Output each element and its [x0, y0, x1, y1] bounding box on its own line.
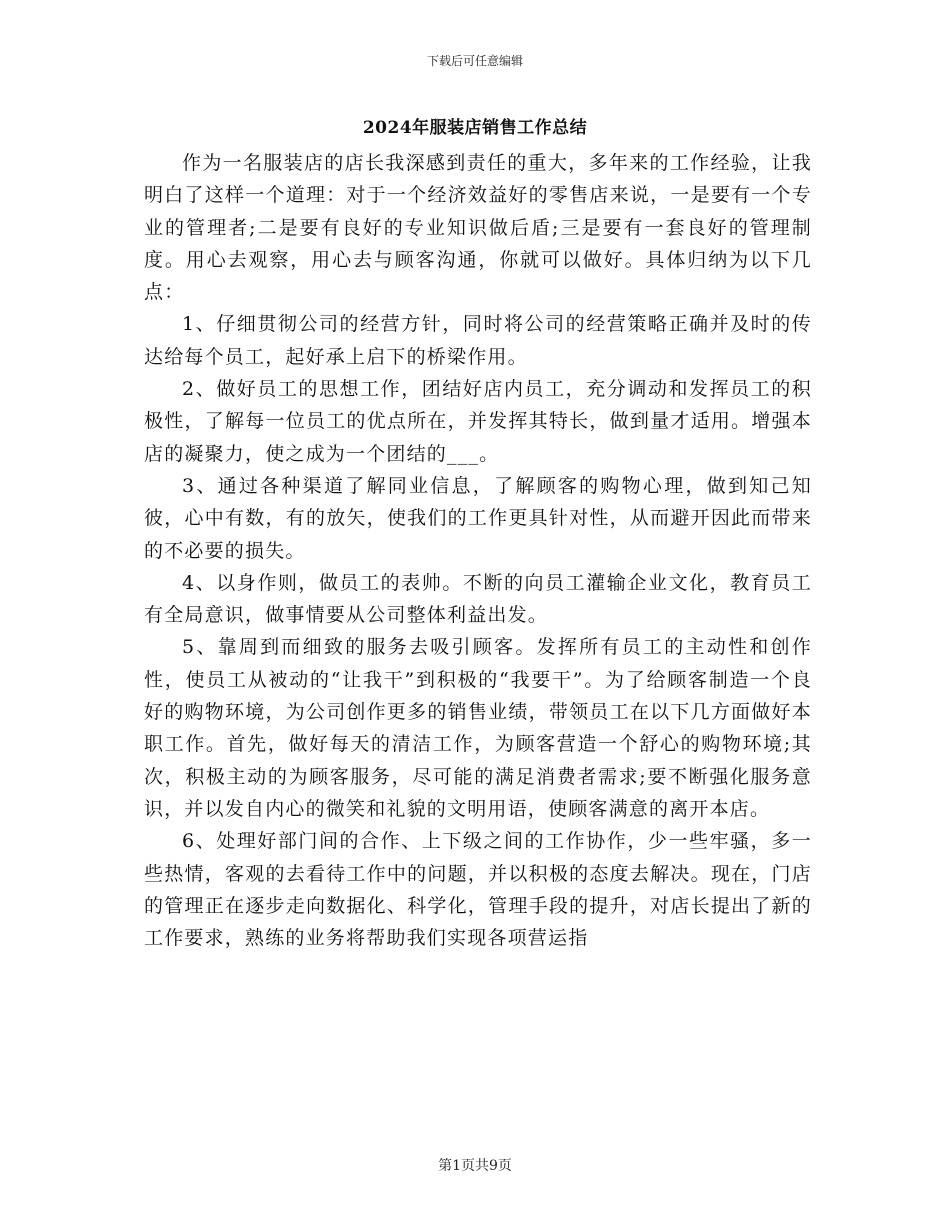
page-header-note: 下载后可任意编辑 — [426, 54, 523, 68]
page-number-footer: 第1页共9页 — [438, 1158, 512, 1174]
paragraph-item-3: 3、通过各种渠道了解同业信息，了解顾客的购物心理，做到知己知彼，心中有数，有的放矢，使我们的工作更具针对性，从而避开因此而带来的不必要的损失。 — [144, 474, 812, 562]
paragraph-intro: 作为一名服装店的店长我深感到责任的重大，多年来的工作经验，让我明白了这样一个道理：对于一个经济效益好的零售店来说，一是要有一个专业的管理者;二是要有良好的专业知识做后盾;三是要有一套良好的管理制度。用心去观察，用心去与顾客沟通，你就可以做好。具体归纳为以下几点： — [144, 152, 812, 304]
paragraph-item-5: 5、靠周到而细致的服务去吸引顾客。发挥所有员工的主动性和创作性，使员工从被动的“让我干”到积极的“我要干”。为了给顾客制造一个良好的购物环境，为公司创作更多的销售业绩，带领员工在以下几方面做好本职工作。首先，做好每天的清洁工作，为顾客营造一个舒心的购物环境;其次，积极主动的为顾客服务，尽可能的满足消费者需求;要不断强化服务意识，并以发自内心的微笑和礼貌的文明用语，使顾客满意的离开本店。 — [144, 636, 812, 820]
paragraph-item-4: 4、以身作则，做员工的表帅。不断的向员工灌输企业文化，教育员工有全局意识，做事情要从公司整体利益出发。 — [144, 571, 812, 627]
document-body — [144, 147, 812, 954]
paragraph-item-2: 2、做好员工的思想工作，团结好店内员工，充分调动和发挥员工的积极性，了解每一位员工的优点所在，并发挥其特长，做到量才适用。增强本店的凝聚力，使之成为一个团结的___。 — [144, 378, 812, 465]
document-title: 2024年服装店销售工作总结 — [362, 118, 588, 138]
paragraph-item-6: 6、处理好部门间的合作、上下级之间的工作协作，少一些牢骚，多一些热情，客观的去看待工作中的问题，并以积极的态度去解决。现在，门店的管理正在逐步走向数据化、科学化，管理手段的提升，对店长提出了新的工作要求，熟练的业务将帮助我们实现各项营运指 — [144, 830, 812, 950]
paragraph-item-1: 1、仔细贯彻公司的经营方针，同时将公司的经营策略正确并及时的传达给每个员工，起好承上启下的桥梁作用。 — [144, 313, 812, 368]
